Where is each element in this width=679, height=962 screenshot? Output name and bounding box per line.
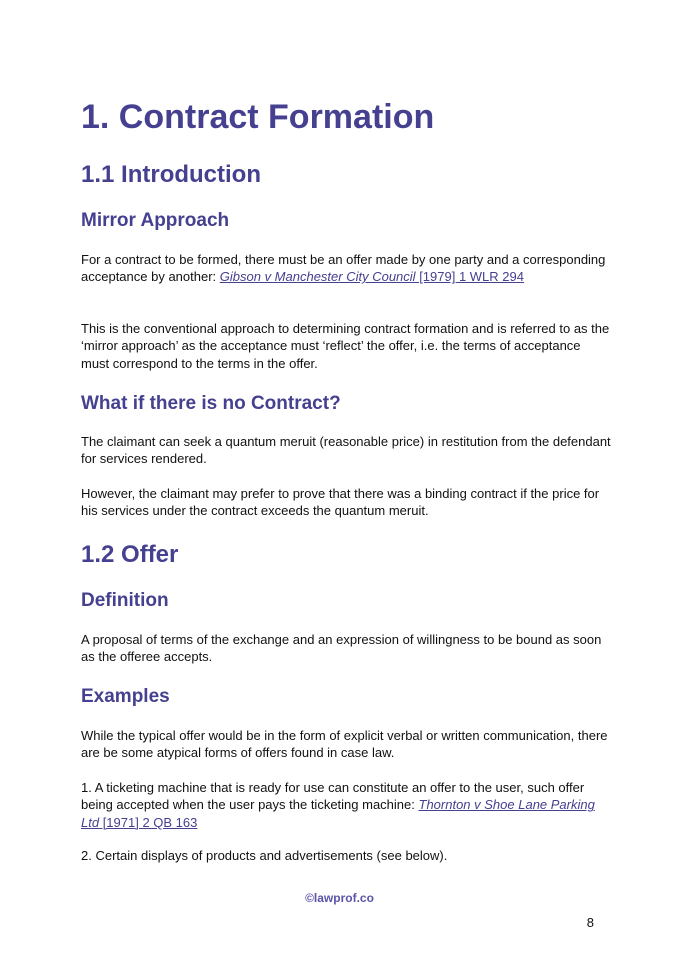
case-name[interactable]: Thornton v Shoe Lane Parking Ltd: [81, 797, 595, 830]
paragraph-mirror-2: This is the conventional approach to determining contract formation and is referred to as the ‘mirror approach’ as the acceptance must ‘reflect’ the offer, i.e. the terms of acceptance must correspond to the terms in the offer.: [81, 321, 610, 371]
page-number: 8: [586, 915, 594, 930]
footer-copyright: ©lawprof.co: [305, 891, 374, 905]
case-citation[interactable]: [1979] 1 WLR 294: [415, 269, 524, 285]
paragraph-text: For a contract to be formed, there must be an offer made by one party and a corresponding acceptance by another:: [81, 252, 606, 285]
subheading-mirror-approach: Mirror Approach: [81, 210, 230, 231]
paragraph-mirror-1: [81, 251, 611, 286]
section-heading-offer: 1.2 Offer: [81, 541, 179, 568]
case-name[interactable]: Gibson v Manchester City Council: [219, 269, 416, 285]
paragraph-example-1: [81, 779, 611, 831]
paragraph-no-contract-1: The claimant can seek a quantum meruit (reasonable price) in restitution from the defendant for services rendered.: [81, 434, 611, 467]
case-citation[interactable]: [1971] 2 QB 163: [99, 814, 198, 830]
paragraph-text: 1. A ticketing machine that is ready for use can constitute an offer to the user, such offer being accepted when the user pays the ticketing machine:: [81, 780, 585, 813]
subheading-no-contract: What if there is no Contract?: [81, 393, 341, 414]
case-link-gibson[interactable]: [220, 269, 524, 284]
subheading-examples: Examples: [81, 686, 170, 707]
paragraph-definition: A proposal of terms of the exchange and an expression of willingness to be bound as soon as the offeree accepts.: [81, 632, 602, 665]
paragraph-examples-intro: While the typical offer would be in the form of explicit verbal or written communication, there are be some atypical forms of offers found in case law.: [81, 728, 608, 761]
section-heading-introduction: 1.1 Introduction: [81, 161, 261, 188]
chapter-title: 1. Contract Formation: [81, 98, 435, 136]
paragraph-example-2: 2. Certain displays of products and advertisements (see below).: [81, 848, 448, 863]
paragraph-no-contract-2: However, the claimant may prefer to prove that there was a binding contract if the price for his services under the contract exceeds the quantum meruit.: [81, 486, 600, 519]
subheading-definition: Definition: [81, 590, 169, 611]
